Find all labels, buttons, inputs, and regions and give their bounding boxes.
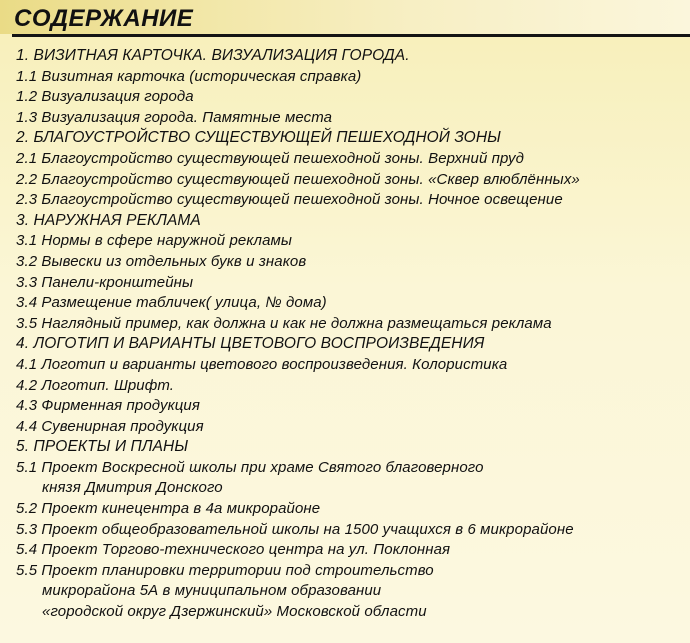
title-divider (12, 34, 690, 37)
toc-item: 3.1 Нормы в сфере наружной рекламы (16, 232, 293, 250)
toc-item-continuation: князя Дмитрия Донского (42, 479, 223, 497)
toc-item: 5.4 Проект Торгово-технического центра на ул. Поклонная (16, 541, 451, 559)
toc-item: 2.1 Благоустройство существующей пешеходной зоны. Верхний пруд (16, 149, 524, 167)
toc-item: 5.2 Проект кинецентра в 4а микрорайоне (16, 500, 321, 518)
toc-section: 5. ПРОЕКТЫ И ПЛАНЫ (16, 438, 189, 456)
toc-item: 2.3 Благоустройство существующей пешеходной зоны. Ночное освещение (16, 191, 563, 209)
toc-item: 4.3 Фирменная продукция (16, 397, 200, 415)
toc-item: 4.2 Логотип. Шрифт. (16, 376, 175, 394)
page-title: СОДЕРЖАНИЕ (14, 5, 194, 32)
toc-section: 3. НАРУЖНАЯ РЕКЛАМА (16, 211, 201, 229)
toc-item-continuation: «городской округ Дзержинский» Московской области (42, 603, 427, 621)
toc-item: 5.1 Проект Воскресной школы при храме Святого благоверного (16, 458, 484, 476)
toc-item: 4.1 Логотип и варианты цветового воспроизведения. Колористика (16, 355, 508, 373)
toc-section: 4. ЛОГОТИП И ВАРИАНТЫ ЦВЕТОВОГО ВОСПРОИЗВЕДЕНИЯ (16, 335, 485, 353)
toc-item: 4.4 Сувенирная продукция (16, 417, 204, 435)
toc-item: 1.3 Визуализация города. Памятные места (16, 108, 333, 126)
toc-item: 1.2 Визуализация города (16, 88, 194, 106)
toc-section: 1. ВИЗИТНАЯ КАРТОЧКА. ВИЗУАЛИЗАЦИЯ ГОРОДА. (16, 47, 410, 64)
toc-item: 1.1 Визитная карточка (историческая справка) (16, 67, 362, 85)
toc-item: 3.3 Панели-кронштейны (16, 273, 194, 291)
toc-item: 3.5 Наглядный пример, как должна и как не должна размещаться реклама (16, 314, 552, 332)
table-of-contents (16, 46, 686, 623)
toc-item: 3.4 Размещение табличек( улица, № дома) (16, 294, 327, 312)
toc-item: 2.2 Благоустройство существующей пешеходной зоны. «Сквер влюблённых» (16, 170, 580, 188)
toc-item-continuation: микрорайона 5А в муниципальном образовании (42, 582, 382, 600)
toc-item: 3.2 Вывески из отдельных букв и знаков (16, 252, 307, 270)
toc-section: 2. БЛАГОУСТРОЙСТВО СУЩЕСТВУЮЩЕЙ ПЕШЕХОДНОЙ ЗОНЫ (16, 129, 501, 147)
toc-item: 5.3 Проект общеобразовательной школы на 1500 учащихся в 6 микрорайоне (16, 520, 574, 538)
toc-item: 5.5 Проект планировки территории под строительство (16, 561, 434, 579)
